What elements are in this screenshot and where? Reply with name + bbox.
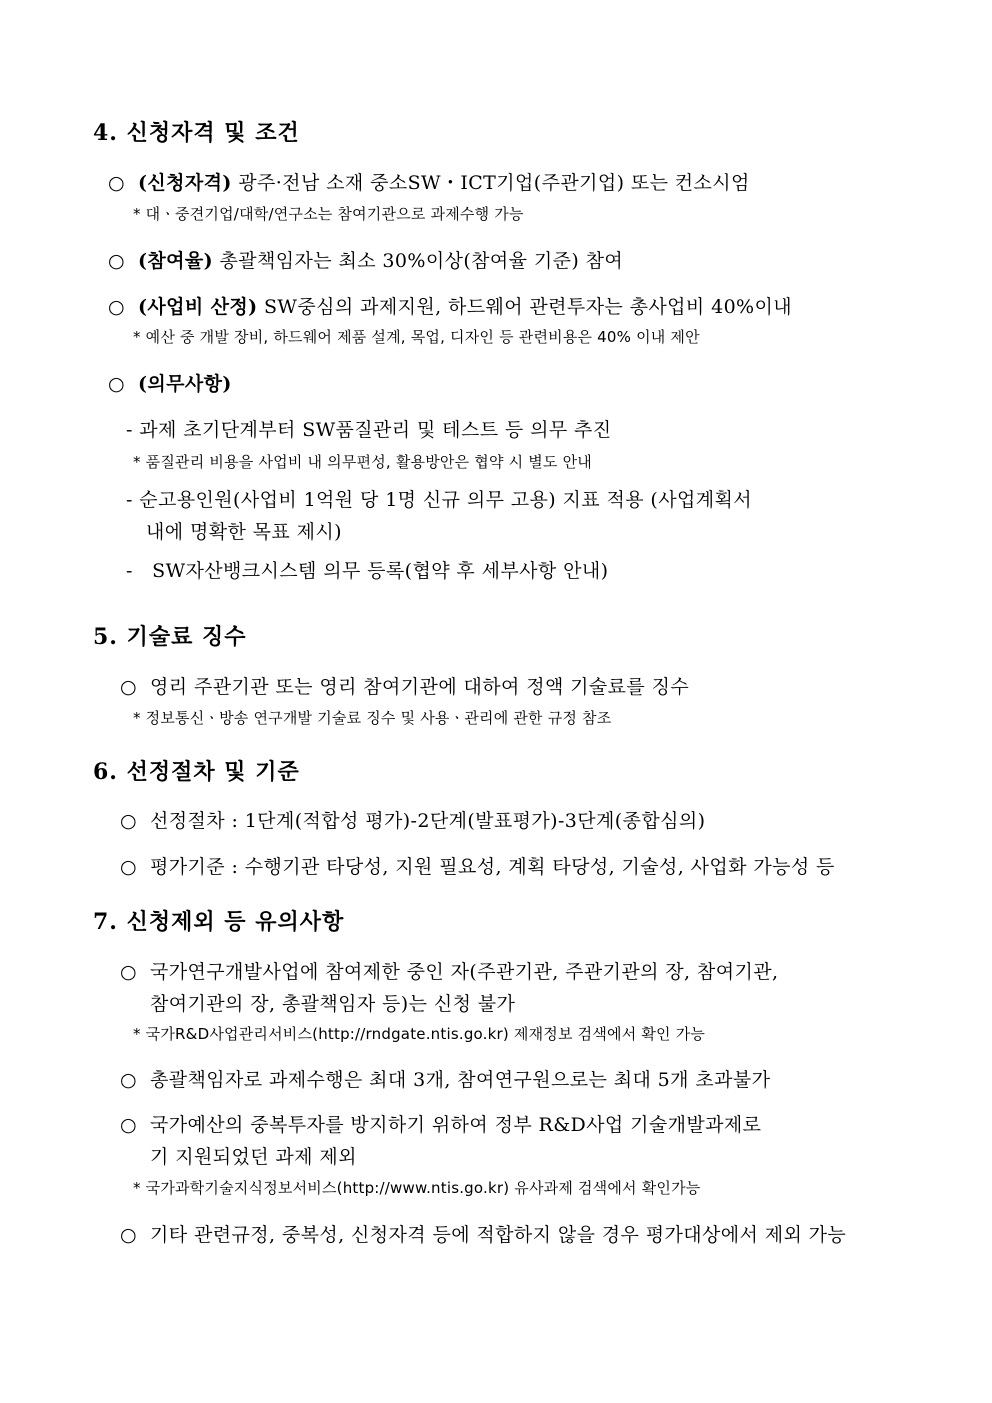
s4-item-participation: [108, 246, 623, 273]
bullet-circle-icon: ○: [120, 961, 137, 983]
item-text: 국가연구개발사업에 참여제한 중인 자(주관기관, 주관기관의 장, 참여기관,: [150, 961, 779, 983]
s7-item-other: [120, 1220, 846, 1247]
s5-note-royalty: [133, 707, 611, 728]
item-text: 영리 주관기관 또는 영리 참여기관에 대하여 정액 기술료를 징수: [150, 676, 690, 698]
s7-note-restricted: [133, 1023, 705, 1044]
s4-dash-quality: [126, 415, 612, 442]
item-text: 선정절차 : 1단계(적합성 평가)-2단계(발표평가)-3단계(종합심의): [150, 810, 706, 832]
note-mark: *: [133, 328, 141, 346]
s7-item-duplicate-cont: 기 지원되었던 과제 제외: [150, 1146, 357, 1168]
s4-dash-employment-cont: 내에 명확한 목표 제시): [146, 521, 342, 543]
note-text: 정보통신ㆍ방송 연구개발 기술료 징수 및 사용ㆍ관리에 관한 규정 참조: [145, 709, 612, 727]
note-mark: *: [133, 709, 141, 727]
section-6-heading: 6. 선정절차 및 기준: [93, 759, 300, 785]
s7-item-restricted-cont: 참여기관의 장, 총괄책임자 등)는 신청 불가: [150, 993, 516, 1015]
item-text: 총괄책임자로 과제수행은 최대 3개, 참여연구원으로는 최대 5개 초과불가: [150, 1069, 771, 1091]
note-text: 국가과학기술지식정보서비스(http://www.ntis.go.kr) 유사과제 검색에서 확인가능: [145, 1179, 701, 1197]
note-text: 국가R&D사업관리서비스(http://rndgate.ntis.go.kr) 제재정보 검색에서 확인 가능: [145, 1025, 706, 1043]
s4-item-obligations: [108, 369, 232, 396]
s6-item-criteria: [120, 852, 835, 879]
s4-note-quality: [133, 451, 592, 472]
item-label: (의무사항): [138, 373, 232, 395]
item-text: 기타 관련규정, 중복성, 신청자격 등에 적합하지 않을 경우 평가대상에서 제외 가능: [150, 1224, 847, 1246]
dash-mark: -: [126, 419, 133, 441]
bullet-circle-icon: ○: [108, 172, 125, 194]
s4-item-qualification: [108, 168, 750, 195]
item-text: 평가기준 : 수행기관 타당성, 지원 필요성, 계획 타당성, 기술성, 사업화 가능성 등: [150, 856, 835, 878]
bullet-circle-icon: ○: [120, 1069, 137, 1091]
item-text: 광주·전남 소재 중소SW・ICT기업(주관기업) 또는 컨소시엄: [231, 172, 750, 194]
note-mark: *: [133, 1179, 141, 1197]
s4-note-qualification: [133, 203, 524, 224]
note-mark: *: [133, 1025, 141, 1043]
note-mark: *: [133, 205, 141, 223]
s7-item-duplicate: [120, 1110, 761, 1137]
s7-item-limit: [120, 1065, 770, 1092]
s7-note-duplicate: [133, 1177, 700, 1198]
item-label: (사업비 산정): [138, 296, 258, 318]
bullet-circle-icon: ○: [108, 296, 125, 318]
item-text: 총괄책임자는 최소 30%이상(참여율 기준) 참여: [213, 250, 624, 272]
dash-mark: -: [126, 489, 133, 511]
note-text: 예산 중 개발 장비, 하드웨어 제품 설계, 목업, 디자인 등 관련비용은 40% 이내 제안: [145, 328, 700, 346]
s7-item-restricted: [120, 957, 778, 984]
s4-dash-employment: [126, 485, 752, 512]
item-text: SW중심의 과제지원, 하드웨어 관련투자는 총사업비 40%이내: [257, 296, 793, 318]
bullet-circle-icon: ○: [120, 856, 137, 878]
bullet-circle-icon: ○: [120, 810, 137, 832]
note-mark: *: [133, 453, 141, 471]
dash-text: 과제 초기단계부터 SW품질관리 및 테스트 등 의무 추진: [139, 419, 612, 441]
s4-note-budget: [133, 326, 700, 347]
item-label: (참여율): [138, 250, 214, 272]
s4-item-budget: [108, 292, 792, 319]
bullet-circle-icon: ○: [108, 373, 125, 395]
bullet-circle-icon: ○: [120, 1114, 137, 1136]
bullet-circle-icon: ○: [108, 250, 125, 272]
s4-dash-assetbank: [126, 556, 608, 583]
item-label: (신청자격): [138, 172, 232, 194]
bullet-circle-icon: ○: [120, 1224, 137, 1246]
section-5-heading: 5. 기술료 징수: [93, 624, 247, 650]
bullet-circle-icon: ○: [120, 676, 137, 698]
s6-item-procedure: [120, 806, 705, 833]
dash-text: SW자산뱅크시스템 의무 등록(협약 후 세부사항 안내): [152, 560, 609, 582]
s5-item-royalty: [120, 672, 689, 699]
note-text: 품질관리 비용을 사업비 내 의무편성, 활용방안은 협약 시 별도 안내: [145, 453, 592, 471]
section-7-heading: 7. 신청제외 등 유의사항: [93, 909, 345, 935]
dash-mark: -: [126, 560, 133, 582]
note-text: 대ㆍ중견기업/대학/연구소는 참여기관으로 과제수행 가능: [145, 205, 524, 223]
item-text: 국가예산의 중복투자를 방지하기 위하여 정부 R&D사업 기술개발과제로: [150, 1114, 762, 1136]
section-4-heading: 4. 신청자격 및 조건: [93, 120, 300, 146]
dash-text: 순고용인원(사업비 1억원 당 1명 신규 의무 고용) 지표 적용 (사업계획서: [139, 489, 753, 511]
